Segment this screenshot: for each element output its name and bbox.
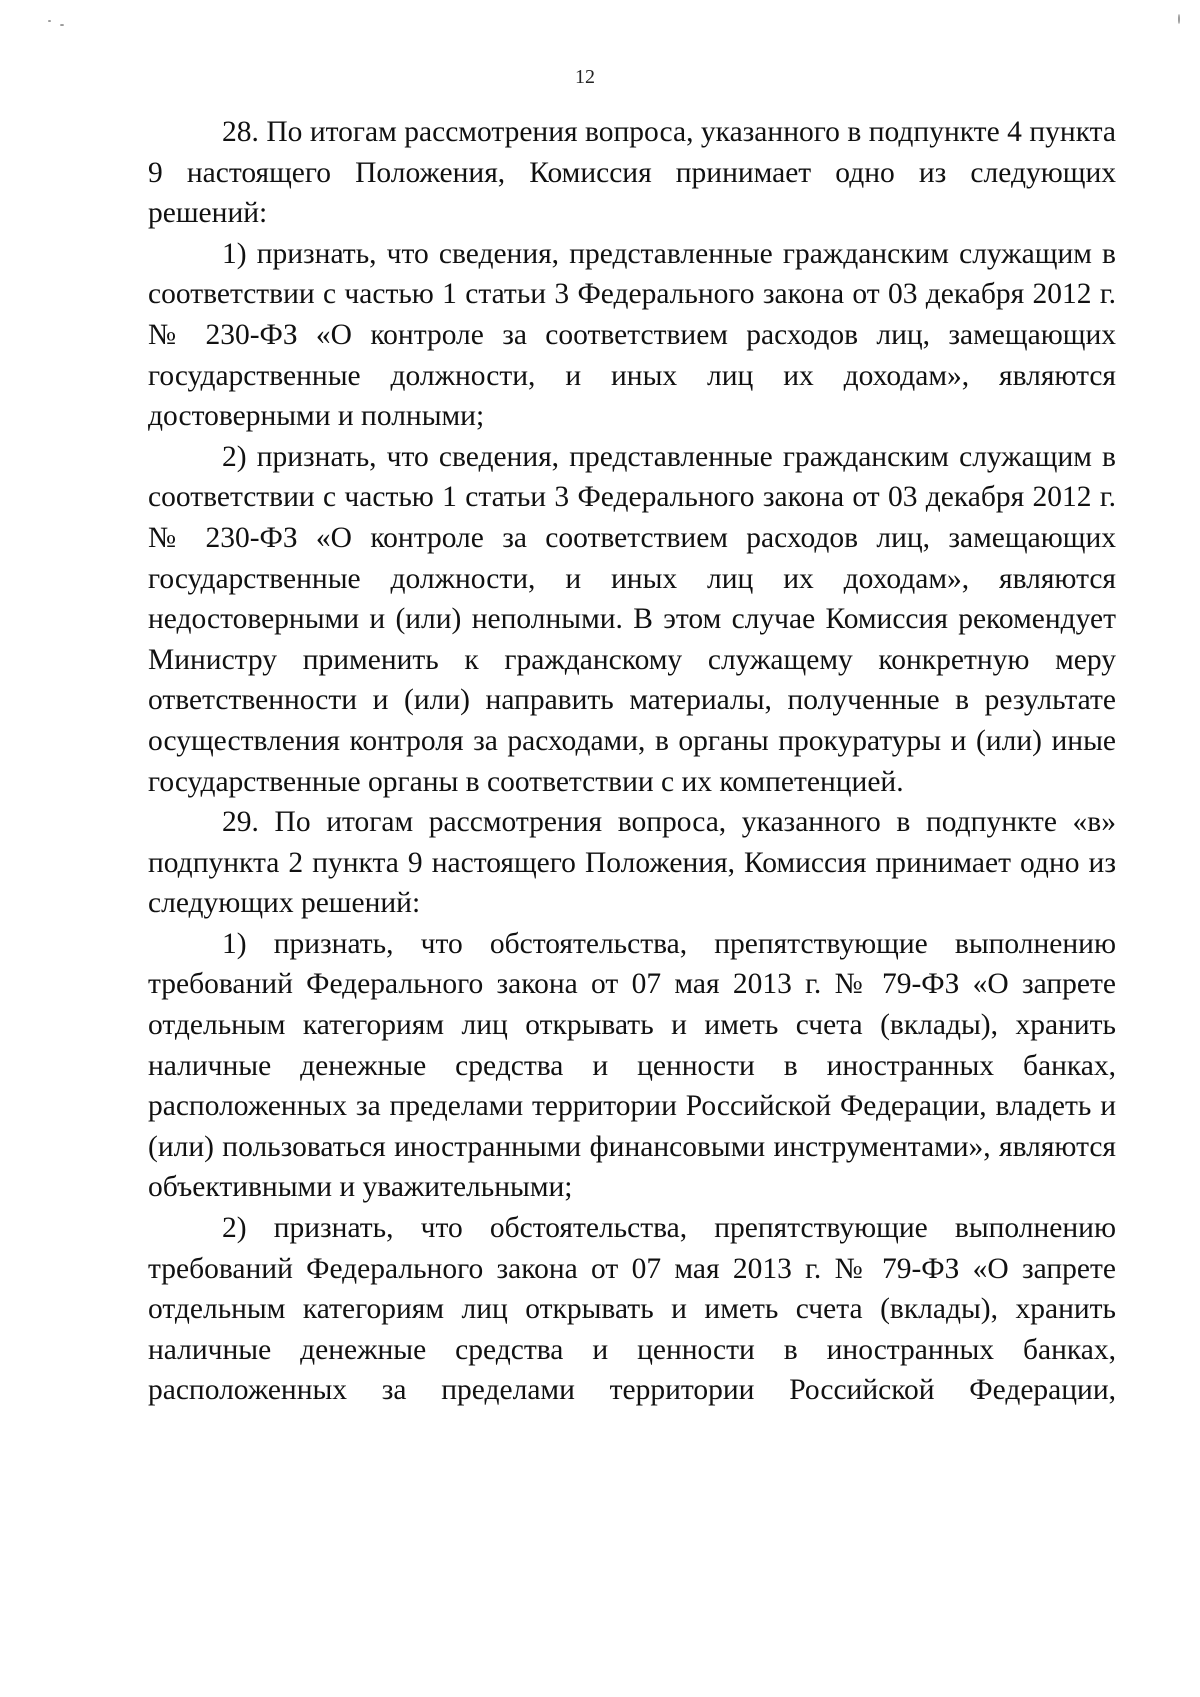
paragraph-29-option-1: 1) признать, что обстоятельства, препятствующие выполнению требований Федерального закона от 07 мая 2013 г. № 79-ФЗ «О запрете отдельным категориям лиц открывать и иметь счета (вклады), хранить наличные денежные средства и ценности в иностранных банках, расположенных за пределами территории Российской Федерации, владеть и (или) пользоваться иностранными финансовыми инструментами», являются объективными и уважительными; (148, 927, 1116, 1204)
scan-speck (48, 20, 51, 22)
scan-speck (1178, 14, 1180, 24)
paragraph-28-option-1: 1) признать, что сведения, представленные гражданским служащим в соответствии с частью 1 статьи 3 Федерального закона от 03 декабря 2012 г. № 230-ФЗ «О контроле за соответствием расходов лиц, замещающих государственные должности, и иных лиц их доходам», являются достоверными и полными; (148, 237, 1116, 433)
paragraph-29-intro: 29. По итогам рассмотрения вопроса, указанного в подпункте «в» подпункта 2 пункта 9 настоящего Положения, Комиссия принимает одно из следующих решений: (148, 806, 1116, 920)
document-body (148, 112, 1116, 1411)
page-number: 12 (575, 66, 595, 88)
paragraph-28-intro: 28. По итогам рассмотрения вопроса, указанного в подпункте 4 пункта 9 настоящего Положения, Комиссия принимает одно из следующих решений: (148, 116, 1116, 230)
scan-speck (60, 24, 64, 26)
paragraph-28-option-2: 2) признать, что сведения, представленные гражданским служащим в соответствии с частью 1 статьи 3 Федерального закона от 03 декабря 2012 г. № 230-ФЗ «О контроле за соответствием расходов лиц, замещающих государственные должности, и иных лиц их доходам», являются недостоверными и (или) неполными. В этом случае Комиссия рекомендует Министру применить к гражданскому служащему конкретную меру ответственности и (или) направить материалы, полученные в результате осуществления контроля за расходами, в органы прокуратуры и (или) иные государственные органы в соответствии с их компетенцией. (148, 440, 1116, 798)
paragraph-29-option-2: 2) признать, что обстоятельства, препятствующие выполнению требований Федерального закона от 07 мая 2013 г. № 79-ФЗ «О запрете отдельным категориям лиц открывать и иметь счета (вклады), хранить наличные денежные средства и ценности в иностранных банках, расположенных за пределами территории Российской Федерации, (148, 1212, 1116, 1407)
